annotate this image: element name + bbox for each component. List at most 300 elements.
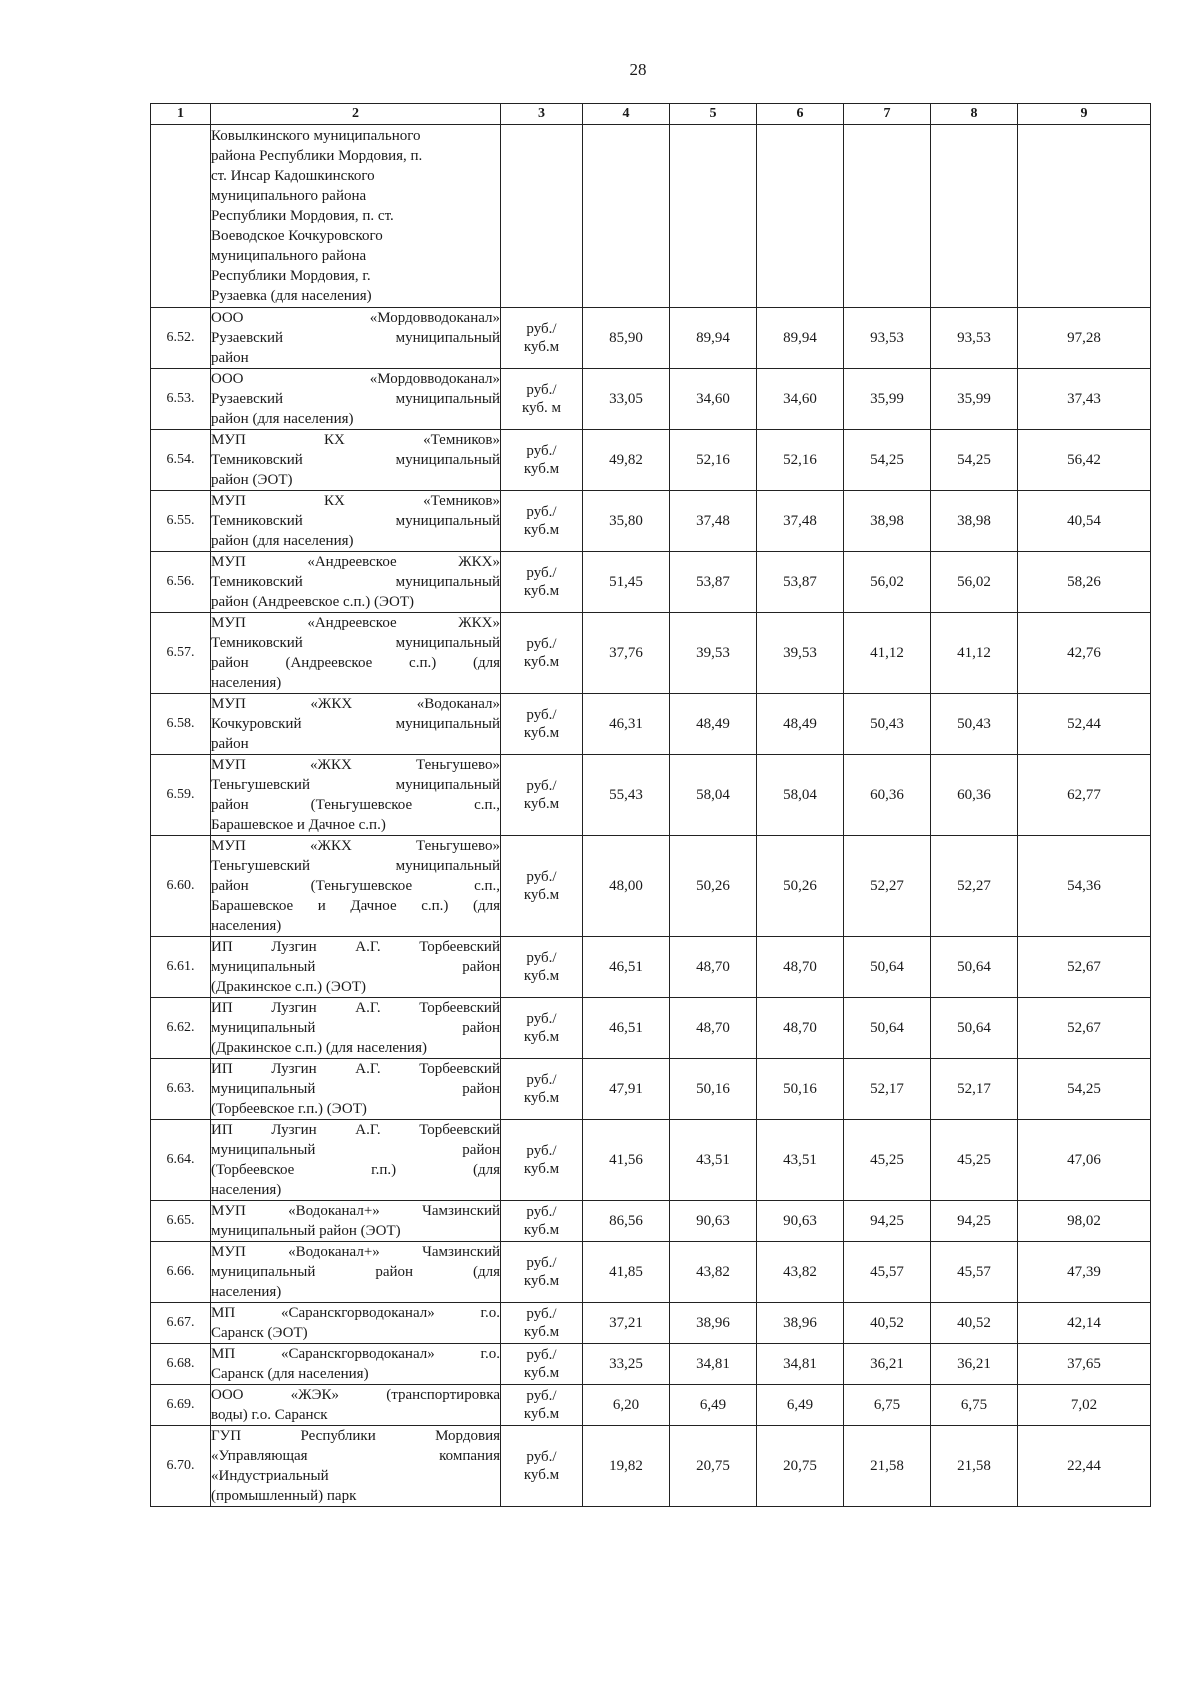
unit-line: куб.м: [523, 796, 560, 812]
value-cell: 58,04: [757, 755, 844, 836]
unit-cell: [501, 613, 583, 694]
value-cell: 50,16: [757, 1059, 844, 1120]
value-cell: 48,70: [670, 937, 757, 998]
value-cell: 56,42: [1018, 430, 1151, 491]
value-cell: 60,36: [844, 755, 931, 836]
value-cell: 53,87: [757, 552, 844, 613]
value-cell: 43,51: [670, 1120, 757, 1201]
unit-cell: [501, 1242, 583, 1303]
row-number-cell: 6.56.: [151, 552, 211, 613]
unit-line: руб./: [526, 869, 557, 885]
value-cell: 41,12: [931, 613, 1018, 694]
row-number-cell: 6.59.: [151, 755, 211, 836]
unit-line: куб.м: [523, 461, 560, 477]
unit-line: куб.м: [523, 1365, 560, 1381]
organization-line: МУП «Андреевское ЖКХ»: [211, 615, 500, 631]
value-cell: 48,00: [583, 836, 670, 937]
value-cell: 90,63: [670, 1201, 757, 1242]
organization-line: ИП Лузгин А.Г. Торбеевский: [211, 1061, 500, 1077]
value-cell: 6,75: [931, 1385, 1018, 1426]
value-cell: [670, 125, 757, 308]
value-cell: 47,06: [1018, 1120, 1151, 1201]
value-cell: 48,49: [757, 694, 844, 755]
value-cell: 20,75: [757, 1426, 844, 1507]
column-header-9: 9: [1018, 104, 1151, 125]
unit-line: куб.м: [523, 1406, 560, 1422]
organization-line: Саранск (для населения): [211, 1366, 369, 1382]
organization-line: МУП «ЖКХ Теньгушево»: [211, 757, 500, 773]
value-cell: 54,25: [844, 430, 931, 491]
value-cell: 54,25: [931, 430, 1018, 491]
unit-line: руб./: [526, 636, 557, 652]
unit-line: руб./: [526, 950, 557, 966]
value-cell: 43,82: [670, 1242, 757, 1303]
unit-line: куб.м: [523, 1467, 560, 1483]
row-number-cell: 6.53.: [151, 369, 211, 430]
organization-line: муниципального района: [211, 188, 367, 204]
value-cell: 50,64: [844, 998, 931, 1059]
unit-line: руб./: [526, 1011, 557, 1027]
organization-line: район (Андреевское с.п.) (для: [211, 655, 500, 671]
organization-line: муниципальный район: [211, 1142, 500, 1158]
organization-line: МУП «Водоканал+» Чамзинский: [211, 1244, 500, 1260]
value-cell: 50,26: [757, 836, 844, 937]
organization-line: «Индустриальный: [211, 1468, 329, 1484]
value-cell: 85,90: [583, 308, 670, 369]
value-cell: 58,26: [1018, 552, 1151, 613]
organization-line: ст. Инсар Кадошкинского: [211, 168, 375, 184]
value-cell: 38,98: [931, 491, 1018, 552]
organization-cell: [211, 369, 501, 430]
unit-line: куб. м: [521, 400, 561, 416]
organization-line: (Дракинское с.п.) (для населения): [211, 1040, 427, 1056]
unit-cell: [501, 1303, 583, 1344]
table-row: [151, 1426, 1151, 1507]
organization-line: населения): [211, 1182, 282, 1198]
unit-line: куб.м: [523, 968, 560, 984]
column-header-3: 3: [501, 104, 583, 125]
row-number-cell: 6.61.: [151, 937, 211, 998]
value-cell: 52,16: [670, 430, 757, 491]
value-cell: [1018, 125, 1151, 308]
value-cell: 90,63: [757, 1201, 844, 1242]
unit-line: куб.м: [523, 725, 560, 741]
unit-line: куб.м: [523, 522, 560, 538]
value-cell: 62,77: [1018, 755, 1151, 836]
organization-line: район (ЭОТ): [211, 472, 293, 488]
unit-line: куб.м: [523, 654, 560, 670]
organization-line: муниципального района: [211, 248, 367, 264]
organization-line: МП «Саранскгорводоканал» г.о.: [211, 1305, 500, 1321]
column-header-7: 7: [844, 104, 931, 125]
row-number-cell: [151, 125, 211, 308]
unit-line: руб./: [526, 1306, 557, 1322]
value-cell: 45,57: [844, 1242, 931, 1303]
value-cell: 53,87: [670, 552, 757, 613]
unit-cell: [501, 1201, 583, 1242]
organization-line: Республики Мордовия, п. ст.: [211, 208, 394, 224]
value-cell: 22,44: [1018, 1426, 1151, 1507]
unit-cell: [501, 369, 583, 430]
unit-line: куб.м: [523, 1222, 560, 1238]
row-number-cell: 6.68.: [151, 1344, 211, 1385]
value-cell: 52,17: [844, 1059, 931, 1120]
table-row: [151, 836, 1151, 937]
value-cell: 37,65: [1018, 1344, 1151, 1385]
unit-cell: [501, 1059, 583, 1120]
organization-cell: [211, 125, 501, 308]
table-row: [151, 1201, 1151, 1242]
organization-line: ИП Лузгин А.Г. Торбеевский: [211, 939, 500, 955]
organization-cell: [211, 755, 501, 836]
table-row: [151, 1344, 1151, 1385]
organization-cell: [211, 1242, 501, 1303]
organization-line: район: [211, 736, 249, 752]
organization-line: МУП КХ «Темников»: [211, 493, 500, 509]
organization-cell: [211, 491, 501, 552]
value-cell: 7,02: [1018, 1385, 1151, 1426]
value-cell: 35,80: [583, 491, 670, 552]
value-cell: 50,64: [844, 937, 931, 998]
unit-line: руб./: [526, 1449, 557, 1465]
organization-cell: [211, 613, 501, 694]
organization-cell: [211, 1059, 501, 1120]
row-number-cell: 6.67.: [151, 1303, 211, 1344]
value-cell: 38,96: [670, 1303, 757, 1344]
value-cell: 41,12: [844, 613, 931, 694]
organization-line: Темниковский муниципальный: [211, 513, 500, 529]
value-cell: 34,81: [757, 1344, 844, 1385]
organization-line: ГУП Республики Мордовия: [211, 1428, 500, 1444]
value-cell: 89,94: [670, 308, 757, 369]
tariff-table: [150, 103, 1151, 1507]
value-cell: 37,76: [583, 613, 670, 694]
column-header-5: 5: [670, 104, 757, 125]
unit-line: руб./: [526, 1143, 557, 1159]
unit-cell: [501, 1120, 583, 1201]
value-cell: 52,16: [757, 430, 844, 491]
column-header-6: 6: [757, 104, 844, 125]
unit-line: руб./: [526, 707, 557, 723]
unit-cell: [501, 430, 583, 491]
value-cell: 97,28: [1018, 308, 1151, 369]
row-number-cell: 6.63.: [151, 1059, 211, 1120]
organization-line: МУП «Андреевское ЖКХ»: [211, 554, 500, 570]
value-cell: 48,49: [670, 694, 757, 755]
value-cell: 41,85: [583, 1242, 670, 1303]
value-cell: 20,75: [670, 1426, 757, 1507]
value-cell: 36,21: [844, 1344, 931, 1385]
unit-cell: [501, 491, 583, 552]
organization-line: район (Теньгушевское с.п.,: [211, 797, 500, 813]
organization-line: муниципальный район (ЭОТ): [211, 1223, 401, 1239]
organization-line: МП «Саранскгорводоканал» г.о.: [211, 1346, 500, 1362]
organization-line: воды) г.о. Саранск: [211, 1407, 328, 1423]
value-cell: 37,48: [757, 491, 844, 552]
value-cell: 55,43: [583, 755, 670, 836]
organization-cell: [211, 1120, 501, 1201]
table-row: [151, 308, 1151, 369]
unit-cell: [501, 755, 583, 836]
row-number-cell: 6.54.: [151, 430, 211, 491]
organization-line: Рузаевка (для населения): [211, 288, 372, 304]
column-header-4: 4: [583, 104, 670, 125]
table-row: [151, 613, 1151, 694]
organization-cell: [211, 937, 501, 998]
value-cell: 50,64: [931, 937, 1018, 998]
unit-line: руб./: [526, 1072, 557, 1088]
table-row: [151, 694, 1151, 755]
organization-cell: [211, 694, 501, 755]
value-cell: 21,58: [931, 1426, 1018, 1507]
value-cell: [844, 125, 931, 308]
row-number-cell: 6.57.: [151, 613, 211, 694]
row-number-cell: 6.60.: [151, 836, 211, 937]
value-cell: 37,21: [583, 1303, 670, 1344]
value-cell: 93,53: [931, 308, 1018, 369]
value-cell: 40,52: [844, 1303, 931, 1344]
organization-cell: [211, 836, 501, 937]
organization-line: район (Андреевское с.п.) (ЭОТ): [211, 594, 415, 610]
value-cell: 46,51: [583, 937, 670, 998]
table-row: [151, 998, 1151, 1059]
organization-line: МУП «ЖКХ Теньгушево»: [211, 838, 500, 854]
value-cell: 42,76: [1018, 613, 1151, 694]
organization-line: населения): [211, 1284, 282, 1300]
value-cell: 48,70: [757, 998, 844, 1059]
value-cell: 41,56: [583, 1120, 670, 1201]
row-number-cell: 6.65.: [151, 1201, 211, 1242]
unit-line: руб./: [526, 1347, 557, 1363]
unit-line: руб./: [526, 382, 557, 398]
value-cell: 46,31: [583, 694, 670, 755]
organization-line: Темниковский муниципальный: [211, 452, 500, 468]
value-cell: [757, 125, 844, 308]
unit-line: руб./: [526, 565, 557, 581]
organization-cell: [211, 1344, 501, 1385]
value-cell: 50,64: [931, 998, 1018, 1059]
value-cell: 40,54: [1018, 491, 1151, 552]
column-header-row: [151, 104, 1151, 125]
value-cell: 58,04: [670, 755, 757, 836]
row-number-cell: 6.58.: [151, 694, 211, 755]
unit-cell: [501, 308, 583, 369]
value-cell: [583, 125, 670, 308]
unit-cell: [501, 1344, 583, 1385]
column-header-8: 8: [931, 104, 1018, 125]
value-cell: 94,25: [931, 1201, 1018, 1242]
value-cell: 6,75: [844, 1385, 931, 1426]
organization-line: район (для населения): [211, 533, 354, 549]
value-cell: 39,53: [757, 613, 844, 694]
value-cell: 45,57: [931, 1242, 1018, 1303]
column-header-1: 1: [151, 104, 211, 125]
value-cell: 35,99: [931, 369, 1018, 430]
organization-line: ИП Лузгин А.Г. Торбеевский: [211, 1000, 500, 1016]
table-row: [151, 1242, 1151, 1303]
row-number-cell: 6.70.: [151, 1426, 211, 1507]
value-cell: 43,51: [757, 1120, 844, 1201]
value-cell: 52,27: [844, 836, 931, 937]
row-number-cell: 6.55.: [151, 491, 211, 552]
organization-line: населения): [211, 918, 282, 934]
organization-line: муниципальный район (для: [211, 1264, 500, 1280]
organization-cell: [211, 430, 501, 491]
row-number-cell: 6.62.: [151, 998, 211, 1059]
unit-line: куб.м: [523, 887, 560, 903]
organization-line: ООО «Мордовводоканал»: [211, 371, 500, 387]
table-row: [151, 430, 1151, 491]
value-cell: 93,53: [844, 308, 931, 369]
value-cell: 50,16: [670, 1059, 757, 1120]
value-cell: 45,25: [844, 1120, 931, 1201]
organization-line: МУП «ЖКХ «Водоканал»: [211, 696, 500, 712]
organization-line: МУП КХ «Темников»: [211, 432, 500, 448]
value-cell: 6,20: [583, 1385, 670, 1426]
organization-line: Кочкуровский муниципальный: [211, 716, 500, 732]
organization-line: Теньгушевский муниципальный: [211, 858, 500, 874]
organization-cell: [211, 552, 501, 613]
organization-line: Барашевское и Дачное с.п.): [211, 817, 386, 833]
unit-line: руб./: [526, 1388, 557, 1404]
table-row: [151, 1303, 1151, 1344]
organization-line: Воеводское Кочкуровского: [211, 228, 383, 244]
value-cell: 60,36: [931, 755, 1018, 836]
unit-line: куб.м: [523, 1273, 560, 1289]
unit-line: куб.м: [523, 583, 560, 599]
unit-cell: [501, 1426, 583, 1507]
unit-line: куб.м: [523, 339, 560, 355]
organization-cell: [211, 998, 501, 1059]
value-cell: 52,17: [931, 1059, 1018, 1120]
unit-cell: [501, 937, 583, 998]
organization-line: Темниковский муниципальный: [211, 574, 500, 590]
organization-line: Барашевское и Дачное с.п.) (для: [211, 898, 500, 914]
value-cell: 52,67: [1018, 998, 1151, 1059]
value-cell: 37,48: [670, 491, 757, 552]
row-number-cell: 6.69.: [151, 1385, 211, 1426]
organization-line: Рузаевский муниципальный: [211, 330, 500, 346]
unit-line: куб.м: [523, 1324, 560, 1340]
value-cell: 98,02: [1018, 1201, 1151, 1242]
table-body: [151, 125, 1151, 1507]
value-cell: 33,25: [583, 1344, 670, 1385]
table-row: [151, 491, 1151, 552]
organization-cell: [211, 1303, 501, 1344]
value-cell: 52,67: [1018, 937, 1151, 998]
unit-line: руб./: [526, 1204, 557, 1220]
value-cell: 50,43: [844, 694, 931, 755]
page-number: 28: [629, 60, 647, 79]
value-cell: 43,82: [757, 1242, 844, 1303]
organization-line: населения): [211, 675, 282, 691]
value-cell: 34,60: [670, 369, 757, 430]
value-cell: 38,98: [844, 491, 931, 552]
organization-line: район (Теньгушевское с.п.,: [211, 878, 500, 894]
value-cell: 45,25: [931, 1120, 1018, 1201]
organization-line: район: [211, 350, 249, 366]
organization-line: «Управляющая компания: [211, 1448, 500, 1464]
value-cell: 54,25: [1018, 1059, 1151, 1120]
unit-line: руб./: [526, 443, 557, 459]
unit-cell: [501, 552, 583, 613]
value-cell: 33,05: [583, 369, 670, 430]
organization-line: ООО «Мордовводоканал»: [211, 310, 500, 326]
table-row: [151, 937, 1151, 998]
value-cell: 89,94: [757, 308, 844, 369]
value-cell: 56,02: [931, 552, 1018, 613]
value-cell: 54,36: [1018, 836, 1151, 937]
value-cell: 48,70: [757, 937, 844, 998]
value-cell: 56,02: [844, 552, 931, 613]
value-cell: 19,82: [583, 1426, 670, 1507]
organization-cell: [211, 1201, 501, 1242]
organization-cell: [211, 1385, 501, 1426]
organization-line: (промышленный) парк: [211, 1488, 357, 1504]
organization-line: Саранск (ЭОТ): [211, 1325, 308, 1341]
organization-cell: [211, 1426, 501, 1507]
table-row: [151, 552, 1151, 613]
value-cell: 34,60: [757, 369, 844, 430]
organization-line: Республики Мордовия, г.: [211, 268, 371, 284]
value-cell: 38,96: [757, 1303, 844, 1344]
value-cell: 86,56: [583, 1201, 670, 1242]
organization-line: муниципальный район: [211, 1081, 500, 1097]
value-cell: 21,58: [844, 1426, 931, 1507]
value-cell: 42,14: [1018, 1303, 1151, 1344]
row-number-cell: 6.66.: [151, 1242, 211, 1303]
unit-line: руб./: [526, 778, 557, 794]
value-cell: 46,51: [583, 998, 670, 1059]
value-cell: 50,43: [931, 694, 1018, 755]
organization-line: Темниковский муниципальный: [211, 635, 500, 651]
organization-line: (Торбеевское г.п.) (для: [211, 1162, 500, 1178]
row-number-cell: 6.52.: [151, 308, 211, 369]
value-cell: 40,52: [931, 1303, 1018, 1344]
unit-cell: [501, 125, 583, 308]
value-cell: 39,53: [670, 613, 757, 694]
value-cell: 47,39: [1018, 1242, 1151, 1303]
value-cell: 94,25: [844, 1201, 931, 1242]
unit-line: руб./: [526, 321, 557, 337]
value-cell: 35,99: [844, 369, 931, 430]
table-row: [151, 369, 1151, 430]
continuation-row: [151, 125, 1151, 308]
value-cell: 49,82: [583, 430, 670, 491]
organization-line: муниципальный район: [211, 1020, 500, 1036]
row-number-cell: 6.64.: [151, 1120, 211, 1201]
organization-line: Теньгушевский муниципальный: [211, 777, 500, 793]
organization-line: МУП «Водоканал+» Чамзинский: [211, 1203, 500, 1219]
organization-line: район (для населения): [211, 411, 354, 427]
value-cell: 36,21: [931, 1344, 1018, 1385]
table-row: [151, 1120, 1151, 1201]
unit-line: руб./: [526, 504, 557, 520]
unit-cell: [501, 998, 583, 1059]
value-cell: 52,27: [931, 836, 1018, 937]
value-cell: 6,49: [757, 1385, 844, 1426]
value-cell: 47,91: [583, 1059, 670, 1120]
table-row: [151, 1059, 1151, 1120]
unit-cell: [501, 836, 583, 937]
value-cell: 50,26: [670, 836, 757, 937]
organization-line: ИП Лузгин А.Г. Торбеевский: [211, 1122, 500, 1138]
value-cell: 48,70: [670, 998, 757, 1059]
organization-line: ООО «ЖЭК» (транспортировка: [211, 1387, 500, 1403]
organization-cell: [211, 308, 501, 369]
unit-cell: [501, 1385, 583, 1426]
value-cell: [931, 125, 1018, 308]
